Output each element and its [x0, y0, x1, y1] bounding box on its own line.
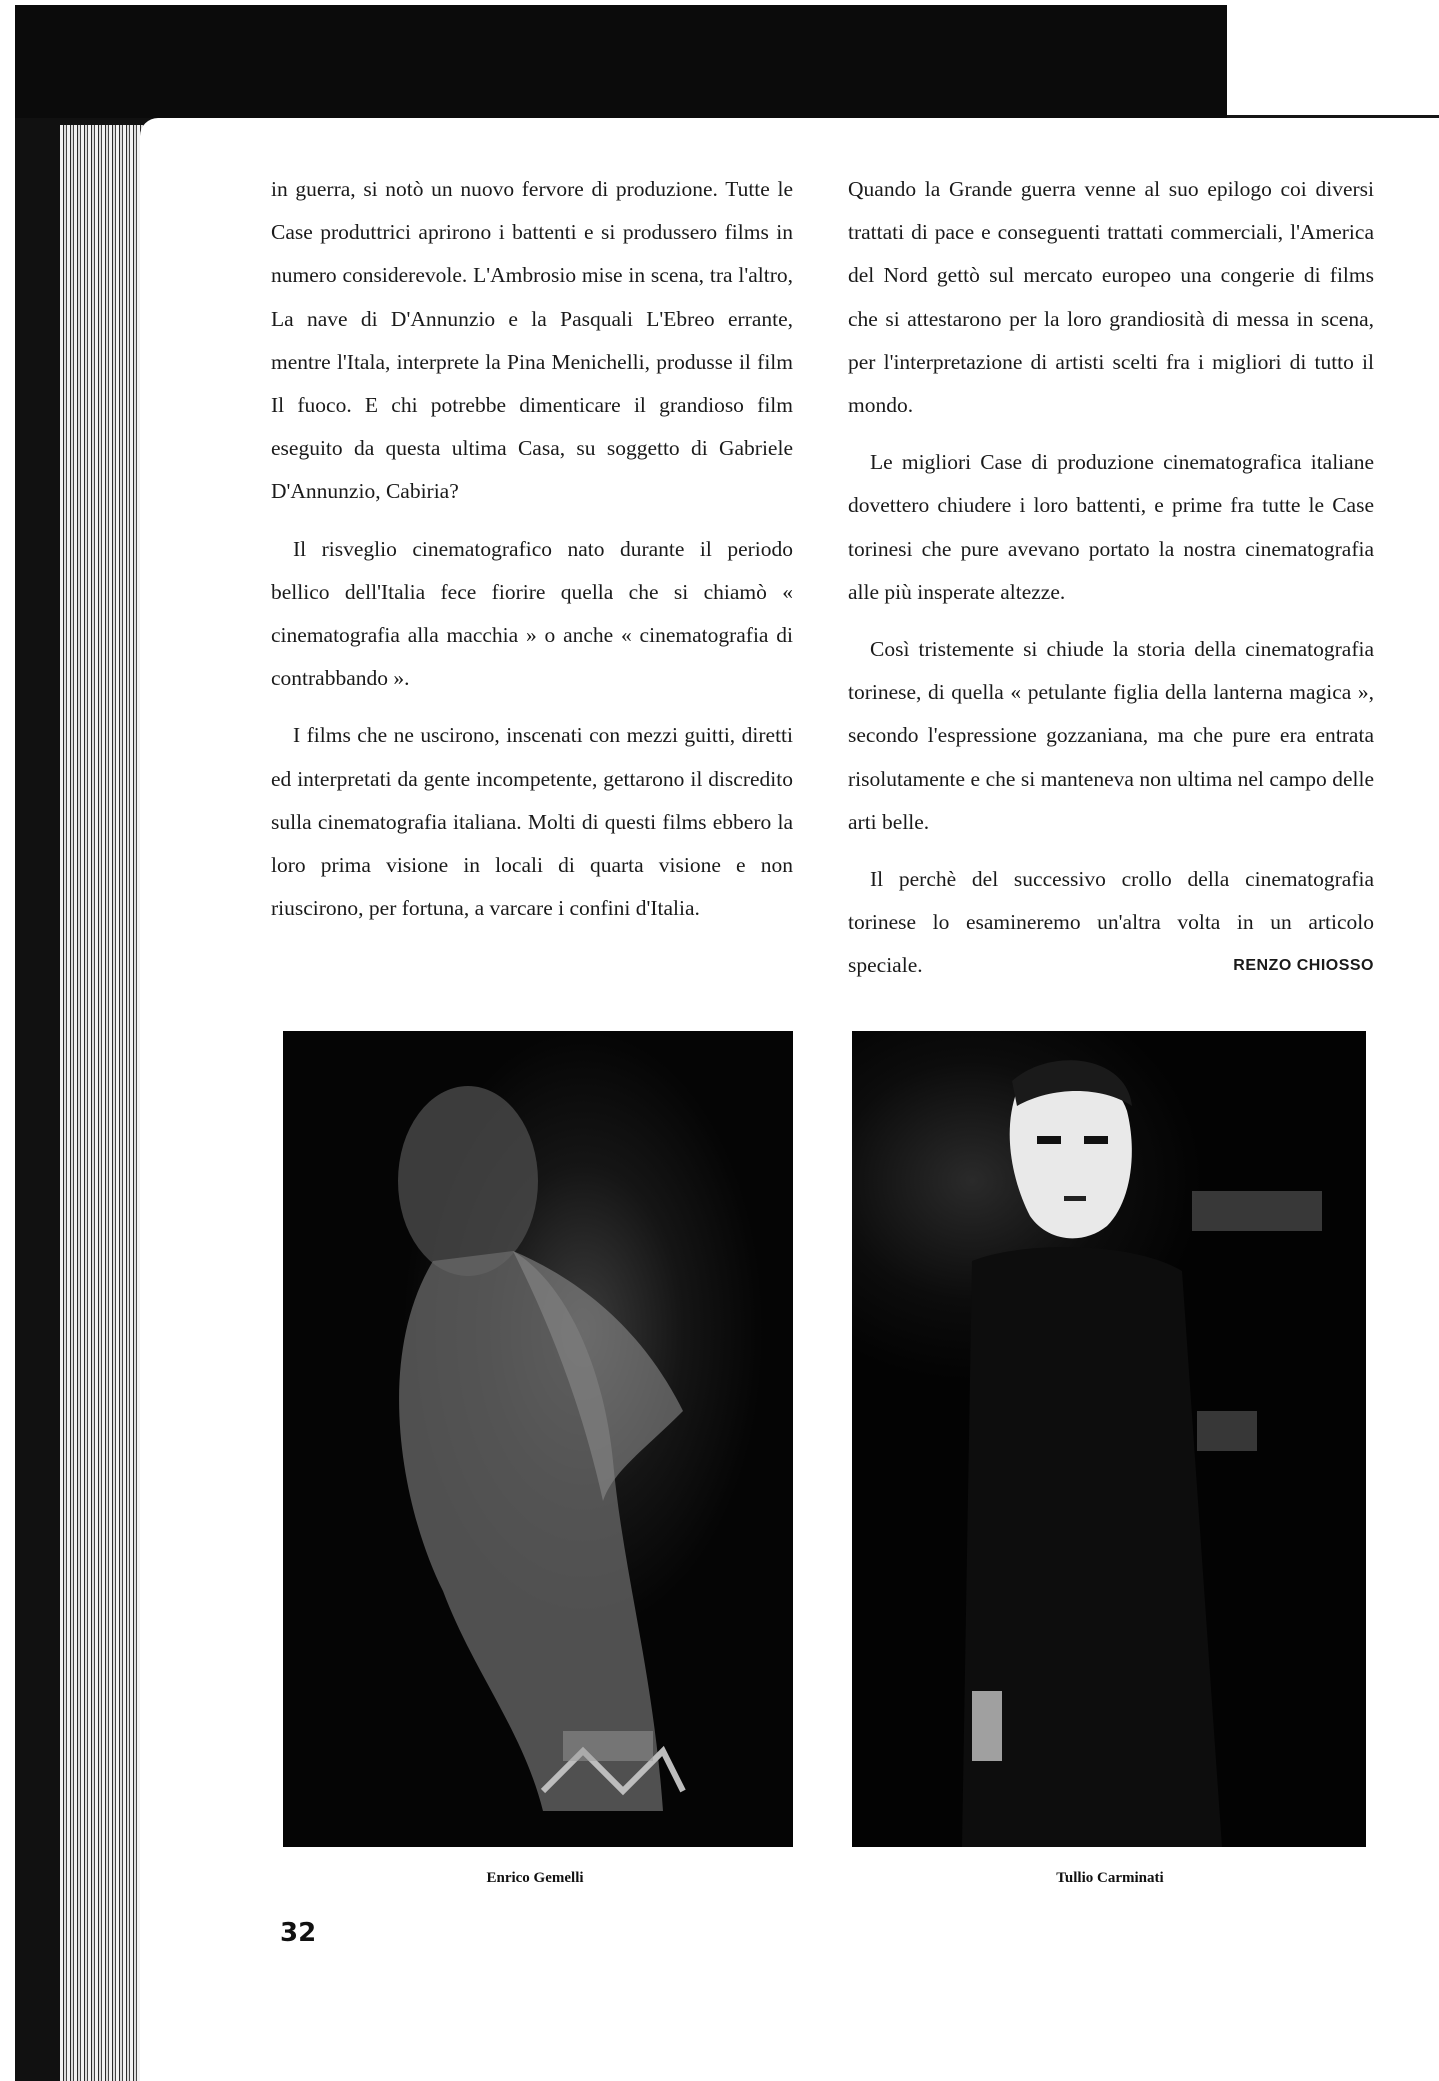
- caption-left: Enrico Gemelli: [486, 1870, 584, 1886]
- caption-right: Tullio Carminati: [1056, 1870, 1164, 1886]
- article-author: RENZO CHIOSSO: [1233, 957, 1374, 975]
- article-left-column: [271, 168, 793, 944]
- right-paragraph-4: [848, 858, 1374, 988]
- right-paragraph-4-text: Il perchè del successivo crollo della cinematografia torinese lo esamineremo un'altra volta in un articolo speciale.: [848, 867, 1374, 978]
- scan-dark-border-top: [15, 5, 1227, 123]
- left-paragraph-1: in guerra, si notò un nuovo fervore di produzione. Tutte le Case produttrici aprirono i battenti e si produssero films in numero considerevole. L'Ambrosio mise in scena, tra l'altro, La nave di D'Annunzio e la Pasquali L'Ebreo errante, mentre l'Itala, interprete la Pina Menichelli, produsse il film Il fuoco. E chi potrebbe dimenticare il grandioso film eseguito da questa ultima Casa, su soggetto di Gabriele D'Annunzio, Cabiria?: [271, 177, 793, 504]
- photo-left-figure: [283, 1031, 793, 1847]
- left-paragraph-2: Il risveglio cinematografico nato durante il periodo bellico dell'Italia fece fiorire quella che si chiamò « cinematografia alla macchia » o anche « cinematografia di contrabbando ».: [271, 536, 793, 691]
- right-paragraph-2: Le migliori Case di produzione cinematografica italiane dovettero chiudere i loro battenti, e prime fra tutte le Case torinesi che pure avevano portato la nostra cinematografia alle più insperate altezze.: [848, 450, 1374, 604]
- photo-enrico-gemelli: [283, 1031, 793, 1847]
- photo-right-figure: [852, 1031, 1366, 1847]
- photo-tullio-carminati: [852, 1031, 1366, 1847]
- right-paragraph-1: Quando la Grande guerra venne al suo epilogo coi diversi trattati di pace e conseguenti trattati commerciali, l'America del Nord gettò sul mercato europeo una congerie di films che si attestarono per la loro grandiosità di messa in scena, per l'interpretazione di artisti scelti fra i migliori di tutto il mondo.: [848, 177, 1374, 418]
- article-right-column: [848, 168, 1374, 1002]
- right-paragraph-3: Così tristemente si chiude la storia della cinematografia torinese, di quella « petulante figlia della lanterna magica », secondo l'espressione gozzaniana, ma che pure era entrata risolutamente e che si manteneva non ultima nel campo delle arti belle.: [848, 637, 1374, 834]
- page-number: 32: [280, 1918, 317, 1948]
- left-paragraph-3: I films che ne uscirono, inscenati con mezzi guitti, diretti ed interpretati da gente incompetente, gettarono il discredito sulla cinematografia italiana. Molti di questi films ebbero la loro prima visione in locali di quarta visione e non riuscirono, per fortuna, a varcare i confini d'Italia.: [271, 723, 793, 921]
